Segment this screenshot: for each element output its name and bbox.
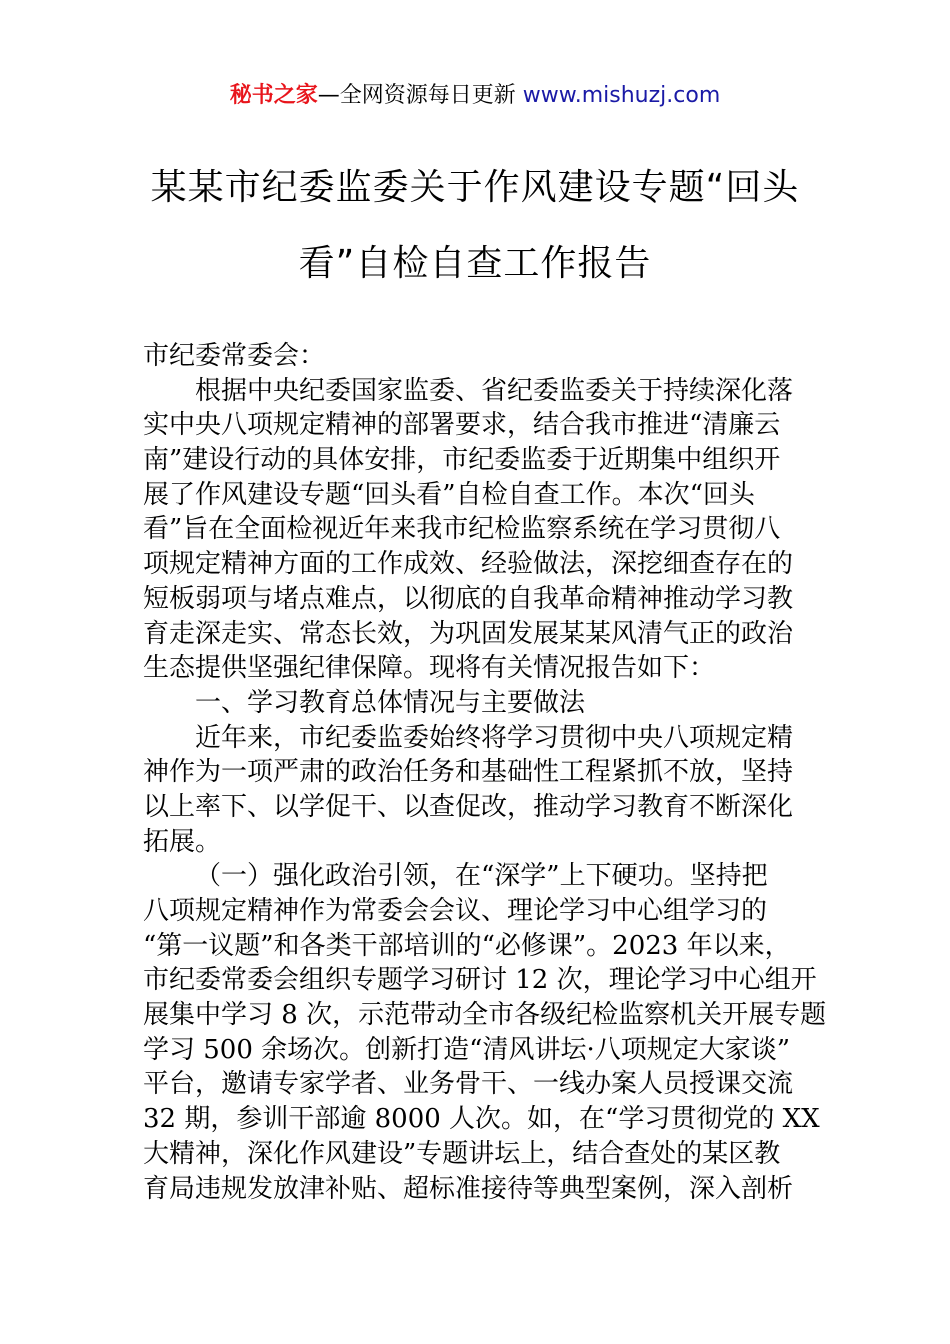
paragraph-line: 南”建设行动的具体安排，市纪委监委于近期集中组织开	[143, 445, 781, 476]
banner-slogan: —全网资源每日更新	[317, 83, 523, 108]
paragraph-line: 育走深走实、常态长效，为巩固发展某某风清气正的政治	[143, 618, 794, 649]
paragraph-line: 平台，邀请专家学者、业务骨干、一线办案人员授课交流	[143, 1069, 794, 1100]
paragraph-line: 展集中学习 8 次，示范带动全市各级纪检监察机关开展专题	[143, 1000, 827, 1031]
paragraph-line: 近年来，市纪委监委始终将学习贯彻中央八项规定精	[195, 722, 794, 753]
site-banner	[0, 80, 950, 112]
paragraph-line: 大精神，深化作风建设”专题讲坛上，结合查处的某区教	[143, 1138, 781, 1169]
paragraph-line: 展了作风建设专题“回头看”自检自查工作。本次“回头	[143, 479, 755, 510]
document-title	[130, 150, 820, 302]
paragraph-line: 八项规定精神作为常委会会议、理论学习中心组学习的	[143, 896, 768, 926]
paragraph-line: 拓展。	[143, 826, 222, 857]
paragraph-line: （一）强化政治引领，在“深学”上下硬功。坚持把	[195, 861, 768, 892]
paragraph-line: 32 期，参训干部逾 8000 人次。如，在“学习贯彻党的 XX	[143, 1104, 820, 1135]
document-body	[143, 339, 827, 1206]
title-line-2: 看”自检自查工作报告	[298, 243, 652, 284]
section-heading: 一、学习教育总体情况与主要做法	[195, 687, 586, 718]
paragraph-line: 根据中央纪委国家监委、省纪委监委关于持续深化落	[195, 375, 794, 406]
banner-url-link[interactable]: www.mishuzj.com	[522, 83, 721, 108]
paragraph-line: 以上率下、以学促干、以查促改，推动学习教育不断深化	[143, 791, 794, 822]
banner-brand: 秘书之家	[229, 83, 318, 108]
paragraph-line: 神作为一项严肃的政治任务和基础性工程紧抓不放，坚持	[143, 757, 794, 788]
paragraph-line: 短板弱项与堵点难点，以彻底的自我革命精神推动学习教	[143, 583, 794, 614]
paragraph-line: 项规定精神方面的工作成效、经验做法，深挖细查存在的	[143, 549, 794, 580]
paragraph-line: 生态提供坚强纪律保障。现将有关情况报告如下：	[143, 653, 716, 684]
paragraph-line: 看”旨在全面检视近年来我市纪检监察系统在学习贯彻八	[143, 514, 781, 545]
paragraph-line: 育局违规发放津补贴、超标准接待等典型案例，深入剖析	[143, 1173, 794, 1204]
paragraph-line: 实中央八项规定精神的部署要求，结合我市推进“清廉云	[143, 410, 781, 441]
paragraph-line: 市纪委常委会组织专题学习研讨 12 次，理论学习中心组开	[143, 965, 817, 996]
paragraph-line: “第一议题”和各类干部培训的“必修课”。2023 年以来，	[143, 930, 791, 961]
paragraph-line: 学习 500 余场次。创新打造“清风讲坛·八项规定大家谈”	[143, 1034, 791, 1065]
salutation: 市纪委常委会：	[143, 341, 326, 371]
title-line-1: 某某市纪委监委关于作风建设专题“回头	[150, 167, 800, 208]
